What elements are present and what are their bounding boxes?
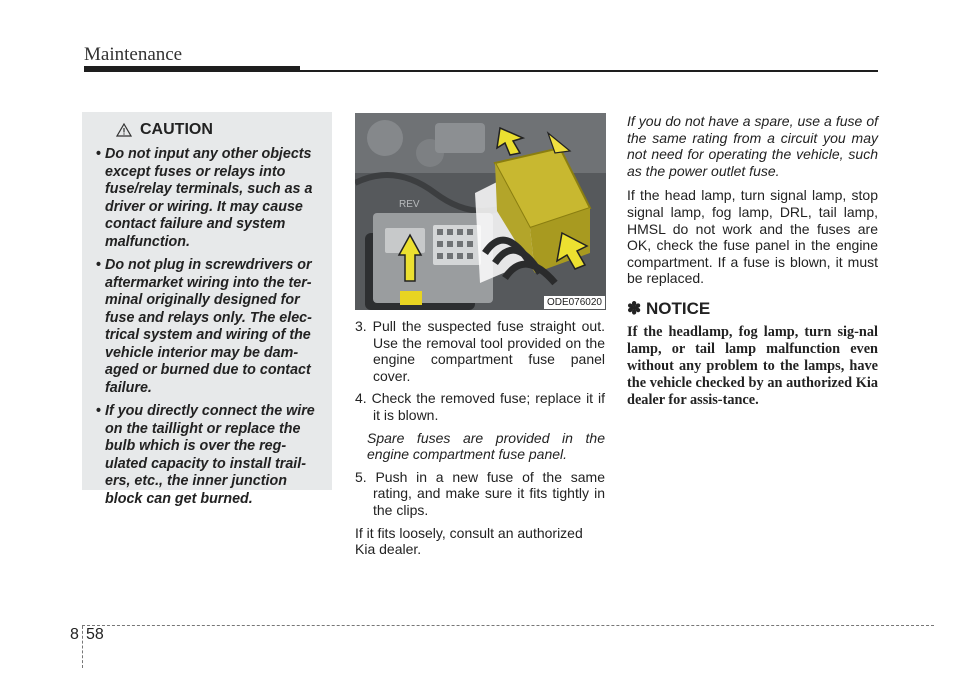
header-rule-thick: [84, 66, 300, 72]
caution-item: • If you directly connect the wire on the taillight or replace the bulb which is over the reg-ulated capacity to install trail-ers, etc., the inner junction block can get burned.: [92, 403, 326, 508]
chapter-number: 8: [70, 626, 79, 643]
loose-fit-note: If it fits loosely, consult an authorized Kia dealer.: [355, 524, 583, 558]
right-column: [627, 113, 878, 410]
section-header: Maintenance: [84, 44, 183, 65]
notice-heading: ✽ NOTICE: [627, 298, 711, 318]
footer-divider: [82, 626, 83, 668]
caution-item: • Do not input any other objects except fuses or relays into fuse/relay terminals, such as a driver or wiring. It may cause contact failure and system malfunction.: [92, 146, 326, 251]
warning-icon: [116, 123, 132, 137]
figure-code: ODE076020: [544, 296, 605, 309]
caution-box: [82, 112, 332, 507]
steps-column: [355, 318, 605, 564]
notice-body: If the headlamp, fog lamp, turn sig-nal lamp, or tail lamp malfunction even without any problem to the lamps, have the vehicle checked by an authorized Kia dealer for assis-tance.: [627, 323, 878, 409]
lamp-check-paragraph: If the head lamp, turn signal lamp, stop signal lamp, fog lamp, DRL, tail lamp, HMSL do not work and the fuses are OK, check the fuse panel in the engine compartment. If a fuse is blown, it must be replaced.: [627, 187, 878, 287]
header-rule-thin: [300, 70, 878, 72]
engine-compartment-illustration: [355, 113, 606, 310]
caution-title: CAUTION: [140, 121, 213, 138]
photo-watermark: REV: [399, 199, 420, 210]
page-number: 58: [86, 626, 104, 643]
caution-list: [92, 146, 326, 514]
spare-fuse-note: Spare fuses are provided in the engine compartment fuse panel.: [367, 429, 605, 463]
caution-item: • Do not plug in screwdrivers or aftermarket wiring into the ter-minal originally designed for fuse and relays only. The elec-trical system and wiring of the vehicle interior may be dam-aged or burned due to contact failure.: [92, 257, 326, 397]
step-3: 3. Pull the suspected fuse straight out. Use the removal tool provided on the engine compartment fuse panel cover.: [355, 318, 605, 384]
fuse-panel-photo: [355, 113, 606, 310]
step-5: 5. Push in a new fuse of the same rating, and make sure it fits tightly in the clips.: [355, 468, 605, 518]
step-4: 4. Check the removed fuse; replace it if it is blown.: [355, 390, 605, 423]
caution-heading: [116, 121, 213, 139]
footer-rule: [82, 625, 934, 626]
no-spare-note: If you do not have a spare, use a fuse of the same rating from a circuit you may not need for operating the vehicle, such as the power outlet fuse.: [627, 113, 878, 179]
